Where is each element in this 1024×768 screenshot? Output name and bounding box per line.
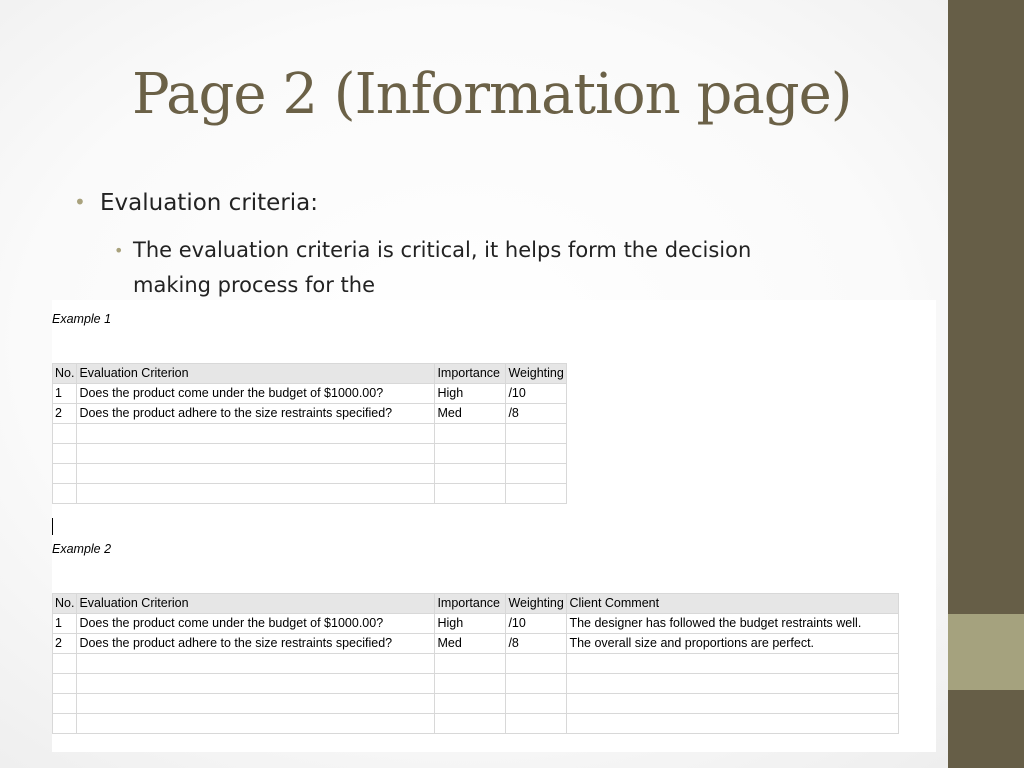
table-header-cell: Weighting bbox=[506, 364, 567, 384]
table-cell[interactable] bbox=[53, 424, 77, 444]
table-row bbox=[53, 634, 899, 654]
table-cell[interactable] bbox=[77, 694, 435, 714]
table-cell[interactable] bbox=[53, 464, 77, 484]
table-cell[interactable] bbox=[77, 484, 435, 504]
table-cell[interactable]: /10 bbox=[506, 614, 567, 634]
table-row bbox=[53, 424, 567, 444]
table-cell[interactable] bbox=[506, 694, 567, 714]
table-cell[interactable] bbox=[53, 484, 77, 504]
table-row bbox=[53, 654, 899, 674]
table-cell[interactable]: Does the product come under the budget of $1000.00? bbox=[77, 614, 435, 634]
table-cell[interactable] bbox=[53, 444, 77, 464]
table-cell[interactable] bbox=[77, 424, 435, 444]
table-row bbox=[53, 384, 567, 404]
table-cell[interactable] bbox=[77, 444, 435, 464]
table-cell[interactable]: /8 bbox=[506, 404, 567, 424]
table-row bbox=[53, 674, 899, 694]
table-cell[interactable] bbox=[77, 654, 435, 674]
table-row bbox=[53, 484, 567, 504]
table-header-cell: Weighting bbox=[506, 594, 567, 614]
table-cell[interactable] bbox=[77, 674, 435, 694]
table-cell[interactable] bbox=[506, 424, 567, 444]
table-cell[interactable] bbox=[567, 714, 899, 734]
table-cell[interactable] bbox=[435, 674, 506, 694]
table-cell[interactable]: Med bbox=[435, 404, 506, 424]
table-header-cell: Evaluation Criterion bbox=[77, 364, 435, 384]
table-header-cell: No. bbox=[53, 594, 77, 614]
bullet-text: Evaluation criteria: bbox=[100, 190, 319, 216]
table-cell[interactable] bbox=[435, 654, 506, 674]
table-row bbox=[53, 614, 899, 634]
table-row bbox=[53, 444, 567, 464]
table-cell[interactable]: Does the product come under the budget of $1000.00? bbox=[77, 384, 435, 404]
table-cell[interactable] bbox=[435, 484, 506, 504]
table-cell[interactable]: /10 bbox=[506, 384, 567, 404]
table-header-cell: Importance bbox=[435, 594, 506, 614]
table-cell[interactable]: /8 bbox=[506, 634, 567, 654]
table-cell[interactable] bbox=[567, 694, 899, 714]
table-row bbox=[53, 404, 567, 424]
table-cell[interactable] bbox=[435, 694, 506, 714]
table-cell[interactable] bbox=[77, 464, 435, 484]
table-row bbox=[53, 464, 567, 484]
table-cell[interactable]: 2 bbox=[53, 634, 77, 654]
table-cell[interactable] bbox=[435, 714, 506, 734]
table-cell[interactable] bbox=[53, 674, 77, 694]
table-cell[interactable]: Med bbox=[435, 634, 506, 654]
table-cell[interactable] bbox=[567, 654, 899, 674]
example-2-label: Example 2 bbox=[52, 542, 112, 556]
table-cell[interactable]: The designer has followed the budget restraints well. bbox=[567, 614, 899, 634]
table-cell[interactable] bbox=[506, 444, 567, 464]
table-cell[interactable]: 1 bbox=[53, 384, 77, 404]
table-header-cell: Importance bbox=[435, 364, 506, 384]
sidebar-accent-block bbox=[948, 614, 1024, 690]
table-header-row bbox=[53, 594, 899, 614]
table-cell[interactable]: 2 bbox=[53, 404, 77, 424]
table-cell[interactable] bbox=[53, 714, 77, 734]
bullet-dot-icon: • bbox=[74, 190, 86, 214]
table-cell[interactable]: High bbox=[435, 384, 506, 404]
example-2-table bbox=[52, 593, 899, 734]
example-1-label: Example 1 bbox=[52, 312, 112, 326]
table-row bbox=[53, 714, 899, 734]
table-cell[interactable] bbox=[506, 714, 567, 734]
table-cell[interactable] bbox=[506, 674, 567, 694]
table-cell[interactable] bbox=[77, 714, 435, 734]
sub-bullet-text: The evaluation criteria is critical, it helps form the decision making process for the bbox=[133, 238, 752, 297]
table-cell[interactable] bbox=[506, 654, 567, 674]
table-cell[interactable] bbox=[53, 654, 77, 674]
table-cell[interactable] bbox=[435, 464, 506, 484]
table-cell[interactable] bbox=[506, 464, 567, 484]
table-cell[interactable]: The overall size and proportions are perfect. bbox=[567, 634, 899, 654]
table-cell[interactable]: High bbox=[435, 614, 506, 634]
table-header-row bbox=[53, 364, 567, 384]
table-cell[interactable]: Does the product adhere to the size restraints specified? bbox=[77, 634, 435, 654]
table-cell[interactable]: 1 bbox=[53, 614, 77, 634]
table-cell[interactable] bbox=[53, 694, 77, 714]
table-header-cell: Evaluation Criterion bbox=[77, 594, 435, 614]
table-cell[interactable] bbox=[435, 444, 506, 464]
text-cursor bbox=[52, 518, 53, 535]
table-row bbox=[53, 694, 899, 714]
slide-title: Page 2 (Information page) bbox=[132, 62, 852, 127]
table-cell[interactable] bbox=[567, 674, 899, 694]
table-header-cell: Client Comment bbox=[567, 594, 899, 614]
table-cell[interactable]: Does the product adhere to the size restraints specified? bbox=[77, 404, 435, 424]
sub-bullet-dot-icon: • bbox=[114, 241, 124, 260]
example-1-table bbox=[52, 363, 567, 504]
spreadsheet-screenshot bbox=[52, 300, 936, 752]
table-cell[interactable] bbox=[435, 424, 506, 444]
table-cell[interactable] bbox=[506, 484, 567, 504]
table-header-cell: No. bbox=[53, 364, 77, 384]
